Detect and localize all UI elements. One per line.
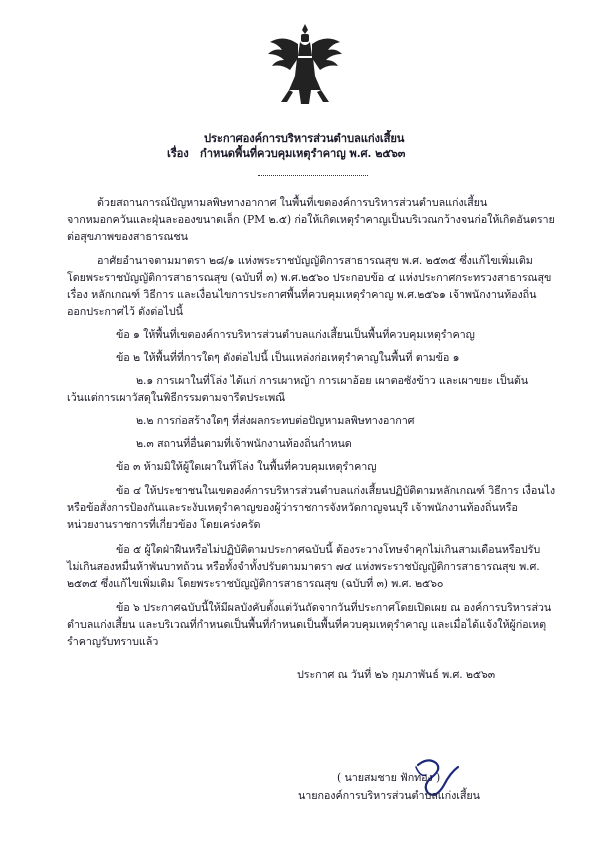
authority-line: โดยพระราชบัญญัติการสาธารณสุข (ฉบับที่ ๓) พ.ศ.๒๕๖๐ ประกอบข้อ ๔ แห่งประกาศกระทรวงสาธารณสุข — [67, 271, 552, 284]
clause-2-1: ๒.๑ การเผาในที่โล่ง ได้แก่ การเผาหญ้า การเผาอ้อย เผาตอซังข้าว และเผาขยะ เป็นต้น — [136, 374, 529, 387]
subject-text: กำหนดพื้นที่ควบคุมเหตุรำคาญ พ.ศ. ๒๕๖๓ — [200, 146, 406, 160]
signer-name: ( นายสมชาย ฟักทอง ) — [337, 771, 441, 784]
intro-line: จากหมอกควันและฝุ่นละอองขนาดเล็ก (PM ๒.๕) ก่อให้เกิดเหตุรำคาญเป็นบริเวณกว้างจนก่อให้เกิดอันตราย — [67, 213, 555, 226]
clause-4-cont: หรือข้อสั่งการป้องกันและระงับเหตุรำคาญของผู้ว่าราชการจังหวัดกาญจนบุรี เจ้าพนักงานท้องถิ่นหรือ — [67, 501, 518, 514]
heading-divider — [258, 175, 368, 176]
clause-2-3: ๒.๓ สถานที่อื่นตามที่เจ้าพนักงานท้องถิ่นกำหนด — [136, 437, 352, 450]
intro-line: ด้วยสถานการณ์ปัญหามลพิษทางอากาศ ในพื้นที่เขตองค์การบริหารส่วนตำบลแก่งเสี้ยน — [97, 196, 488, 209]
clause-6-cont: รำคาญรับทราบแล้ว — [67, 635, 159, 648]
garuda-emblem — [266, 22, 344, 108]
authority-line: ออกประกาศไว้ ดังต่อไปนี้ — [67, 305, 183, 318]
clause-3: ข้อ ๓ ห้ามมิให้ผู้ใดเผาในที่โล่ง ในพื้นที่ควบคุมเหตุรำคาญ — [116, 460, 377, 473]
authority-line: อาศัยอำนาจตามมาตรา ๒๘/๑ แห่งพระราชบัญญัติการสาธารณสุข พ.ศ. ๒๕๓๕ ซึ่งแก้ไขเพิ่มเติม — [97, 254, 533, 267]
intro-line: ต่อสุขภาพของสาธารณชน — [67, 230, 188, 243]
signer-title: นายกองค์การบริหารส่วนตำบลแก่งเสี้ยน — [298, 789, 480, 802]
announce-date: ประกาศ ณ วันที่ ๒๖ กุมภาพันธ์ พ.ศ. ๒๕๖๓ — [297, 668, 496, 681]
subject-heading — [167, 146, 405, 160]
org-heading: ประกาศองค์การบริหารส่วนตำบลแก่งเสี้ยน — [204, 131, 405, 145]
clause-2: ข้อ ๒ ให้พื้นที่ที่การใดๆ ดังต่อไปนี้ เป็นแหล่งก่อเหตุรำคาญในพื้นที่ ตามข้อ ๑ — [116, 351, 460, 364]
clause-2-1-cont: เว้นแต่การเผาวัสดุในพิธีกรรมตามจารีตประเพณี — [67, 391, 286, 404]
clause-6: ข้อ ๖ ประกาศฉบับนี้ให้มีผลบังคับตั้งแต่วันถัดจากวันที่ประกาศโดยเปิดเผย ณ องค์การบริหารส่วน — [116, 601, 552, 614]
clause-5: ข้อ ๕ ผู้ใดฝ่าฝืนหรือไม่ปฏิบัติตามประกาศฉบับนี้ ต้องระวางโทษจำคุกไม่เกินสามเดือนหรือปรับ — [116, 543, 541, 556]
clause-4: ข้อ ๔ ให้ประชาชนในเขตองค์การบริหารส่วนตำบลแก่งเสี้ยนปฏิบัติตามหลักเกณฑ์ วิธีการ เงื่อนไง — [116, 484, 555, 497]
authority-line: เรื่อง หลักเกณฑ์ วิธีการ และเงื่อนไขการประกาศพื้นที่ควบคุมเหตุรำคาญ พ.ศ.๒๕๖๑ เจ้าพนักงานท้องถิ่น — [67, 288, 537, 301]
subject-label: เรื่อง — [167, 146, 189, 160]
clause-6-cont: ตำบลแก่งเสี้ยน และบริเวณที่กำหนดเป็นพื้นที่กำหนดเป็นพื้นที่ควบคุมเหตุรำคาญ และเมื่อได้แจ้งให้ผู้ก่อเหตุ — [67, 618, 547, 631]
clause-5-cont: ไม่เกินสองหมื่นห้าพันบาทถ้วน หรือทั้งจำทั้งปรับตามมาตรา ๗๔ แห่งพระราชบัญญัติการสาธารณสุข พ.ศ. — [67, 560, 540, 573]
clause-2-2: ๒.๒ การก่อสร้างใดๆ ที่ส่งผลกระทบต่อปัญหามลพิษทางอากาศ — [136, 414, 415, 427]
clause-4-cont: หน่วยงานราชการที่เกี่ยวข้อง โดยเคร่งครัด — [67, 518, 261, 531]
clause-1: ข้อ ๑ ให้พื้นที่เขตองค์การบริหารส่วนตำบลแก่งเสี้ยนเป็นพื้นที่ควบคุมเหตุรำคาญ — [116, 328, 475, 341]
clause-5-cont: ๒๕๓๕ ซึ่งแก้ไขเพิ่มเติม โดยพระราชบัญญัติการสาธารณสุข (ฉบับที่ ๓) พ.ศ. ๒๕๖๐ — [67, 577, 444, 590]
